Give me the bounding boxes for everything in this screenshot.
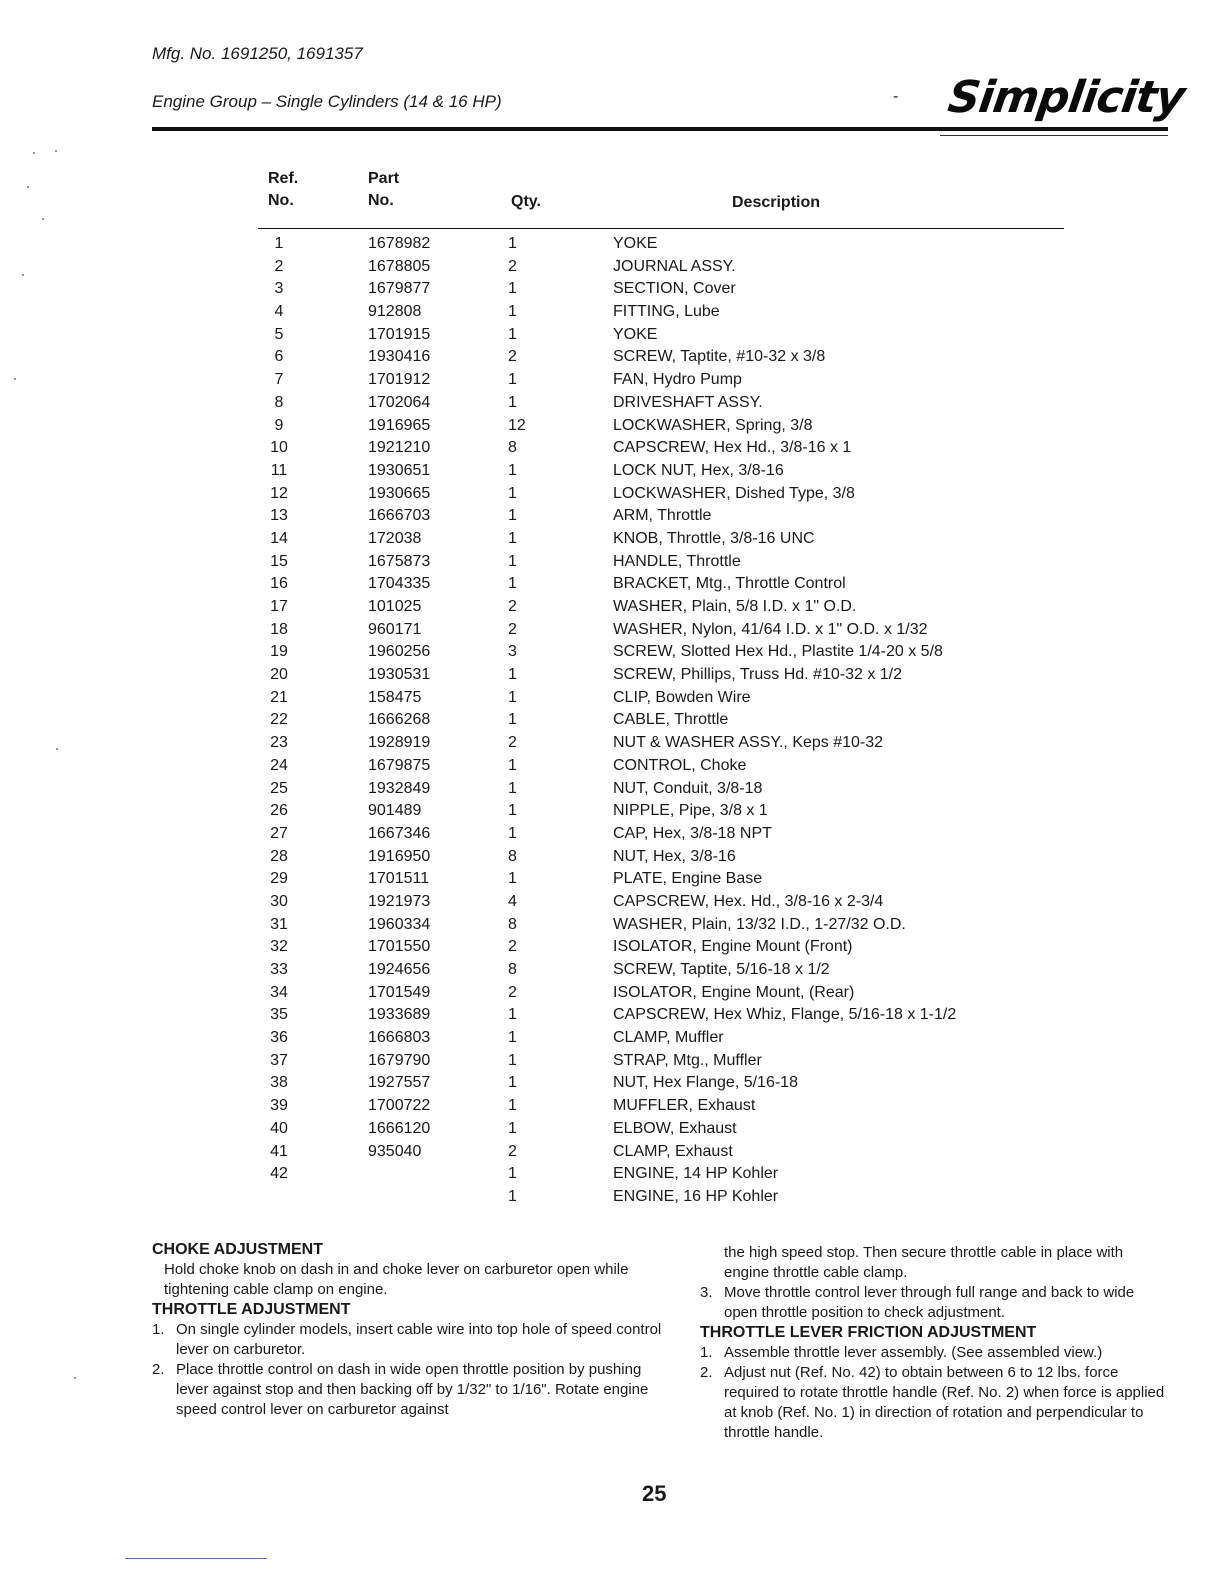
part-description: ENGINE, 16 HP Kohler	[613, 1187, 779, 1205]
parts-row	[0, 346, 1224, 369]
quantity: 1	[508, 303, 517, 321]
ref-number: 15	[270, 552, 288, 570]
part-number: 1916965	[368, 416, 431, 434]
part-number: 1960334	[368, 915, 431, 933]
part-number: 1679875	[368, 756, 431, 774]
scan-speck	[42, 218, 44, 220]
quantity: 1	[508, 529, 517, 547]
part-description: LOCK NUT, Hex, 3/8-16	[613, 461, 784, 479]
parts-row	[0, 437, 1224, 460]
part-number: 1921973	[368, 892, 431, 910]
ref-number: 8	[274, 393, 284, 411]
parts-row	[0, 233, 1224, 256]
part-number: 1678805	[368, 257, 431, 275]
part-number: 1666120	[368, 1119, 431, 1137]
column-header-ref: Ref. No.	[268, 170, 299, 209]
quantity: 1	[508, 235, 517, 252]
table-header-rule	[258, 228, 1064, 229]
part-description: NUT, Hex Flange, 5/16-18	[613, 1074, 798, 1092]
quantity: 1	[508, 688, 517, 706]
part-description: NUT, Hex, 3/8-16	[613, 847, 736, 865]
ref-number: 33	[270, 961, 288, 978]
quantity: 1	[508, 1006, 517, 1024]
ref-number: 12	[270, 484, 288, 502]
part-description: HANDLE, Throttle	[613, 552, 741, 570]
part-number: 1675873	[368, 552, 431, 570]
ref-number: 3	[274, 280, 284, 298]
parts-row	[0, 664, 1224, 687]
quantity: 2	[508, 620, 517, 638]
quantity: 2	[508, 348, 517, 366]
quantity: 4	[508, 892, 517, 910]
part-description: CLAMP, Exhaust	[613, 1142, 733, 1160]
ref-number: 27	[270, 824, 288, 842]
quantity: 8	[508, 847, 517, 865]
part-description: LOCKWASHER, Dished Type, 3/8	[613, 484, 855, 502]
quantity: 1	[508, 666, 517, 684]
parts-row	[0, 551, 1224, 574]
part-description: CLIP, Bowden Wire	[613, 688, 751, 706]
ref-number: 26	[270, 802, 288, 820]
ref-number: 28	[270, 847, 288, 865]
parts-row	[0, 755, 1224, 778]
part-number: 1701550	[368, 938, 431, 956]
column-header-qty: Qty.	[511, 193, 541, 210]
throttle-step: 2. Place throttle control on dash in wide open throttle position by pushing lever against stop and then backing off by 1/32" to 1/16". Rotate engine speed control lever on carburetor against	[152, 1361, 649, 1418]
part-description: WASHER, Plain, 5/8 I.D. x 1" O.D.	[613, 598, 857, 615]
parts-row	[0, 528, 1224, 551]
part-description: YOKE	[613, 325, 658, 343]
parts-row	[0, 959, 1224, 982]
parts-row	[0, 278, 1224, 301]
header-rule-thin	[940, 135, 1168, 136]
ref-number: 17	[270, 598, 288, 615]
part-number: 1679790	[368, 1051, 431, 1069]
part-number: 1666703	[368, 507, 431, 525]
throttle-step: 1. On single cylinder models, insert cable wire into top hole of speed control lever on carburetor.	[152, 1321, 662, 1358]
parts-row	[0, 732, 1224, 755]
part-number: 935040	[368, 1142, 422, 1160]
quantity: 1	[508, 711, 517, 729]
quantity: 1	[508, 1119, 517, 1137]
ref-number: 18	[270, 620, 288, 638]
header-dash: -	[893, 88, 899, 105]
quantity: 8	[508, 915, 517, 933]
part-description: STRAP, Mtg., Muffler	[613, 1051, 762, 1069]
column-header-part: Part No.	[368, 170, 400, 209]
parts-row	[0, 460, 1224, 483]
part-description: FAN, Hydro Pump	[613, 371, 742, 389]
scan-speck	[27, 186, 29, 188]
parts-row	[0, 1050, 1224, 1073]
parts-row	[0, 914, 1224, 937]
part-number: 960171	[368, 620, 422, 638]
part-description: SCREW, Slotted Hex Hd., Plastite 1/4-20 x 5/8	[613, 643, 943, 661]
quantity: 1	[508, 779, 517, 797]
ref-number: 35	[270, 1006, 288, 1024]
parts-row	[0, 256, 1224, 279]
quantity: 1	[508, 802, 517, 820]
ref-number: 19	[270, 643, 288, 661]
footer-rule	[125, 1558, 267, 1559]
part-number: 1927557	[368, 1074, 431, 1092]
ref-number: 6	[274, 348, 284, 366]
throttle-step: 3. Move throttle control lever through full range and back to wide open throttle position to check adjustment.	[700, 1284, 1135, 1321]
part-description: SCREW, Taptite, #10-32 x 3/8	[613, 348, 826, 366]
ref-number: 21	[270, 688, 288, 706]
part-number: 1679877	[368, 280, 431, 298]
parts-row	[0, 868, 1224, 891]
parts-row	[0, 823, 1224, 846]
quantity: 1	[508, 1097, 517, 1115]
part-number: 901489	[368, 802, 422, 820]
parts-row	[0, 573, 1224, 596]
part-number: 1930665	[368, 484, 431, 502]
scan-speck	[55, 150, 57, 152]
parts-row	[0, 1141, 1224, 1164]
ref-number: 23	[270, 734, 288, 752]
ref-number: 4	[274, 303, 284, 321]
part-number: 172038	[368, 529, 422, 547]
throttle-step-continued: the high speed stop. Then secure throttle cable in place with engine throttle cable clamp.	[724, 1244, 1124, 1281]
part-number: 1667346	[368, 824, 431, 842]
part-number: 1701912	[368, 371, 431, 389]
part-number: 101025	[368, 598, 422, 615]
parts-row	[0, 301, 1224, 324]
throttle-adjustment-heading: THROTTLE ADJUSTMENT	[152, 1301, 351, 1318]
part-number: 1678982	[368, 235, 431, 252]
quantity: 1	[508, 461, 517, 479]
ref-number: 20	[270, 666, 288, 684]
ref-number: 1	[274, 235, 284, 252]
quantity: 3	[508, 643, 517, 661]
part-number: 912808	[368, 303, 422, 321]
ref-number: 37	[270, 1051, 288, 1069]
quantity: 1	[508, 393, 517, 411]
quantity: 2	[508, 734, 517, 752]
manufacturing-numbers: Mfg. No. 1691250, 1691357	[152, 44, 363, 63]
quantity: 2	[508, 1142, 517, 1160]
part-number: 1701915	[368, 325, 431, 343]
parts-row	[0, 415, 1224, 438]
parts-row	[0, 641, 1224, 664]
ref-number: 24	[270, 756, 288, 774]
parts-row	[0, 778, 1224, 801]
ref-number: 7	[274, 371, 284, 389]
ref-number: 16	[270, 575, 288, 593]
part-description: LOCKWASHER, Spring, 3/8	[613, 416, 813, 434]
ref-number: 34	[270, 983, 288, 1001]
part-number: 1932849	[368, 779, 431, 797]
part-description: JOURNAL ASSY.	[613, 257, 736, 275]
part-number: 1666803	[368, 1029, 431, 1047]
parts-row	[0, 687, 1224, 710]
part-number: 1930416	[368, 348, 431, 366]
ref-number: 14	[270, 529, 288, 547]
part-description: WASHER, Nylon, 41/64 I.D. x 1" O.D. x 1/32	[613, 620, 928, 638]
adjustment-notes-left	[152, 1240, 662, 1420]
part-number: 1916950	[368, 847, 431, 865]
ref-number: 36	[270, 1029, 288, 1047]
part-description: CONTROL, Choke	[613, 756, 747, 774]
quantity: 1	[508, 325, 517, 343]
friction-step: 2. Adjust nut (Ref. No. 42) to obtain between 6 to 12 lbs. force required to rotate throttle handle (Ref. No. 2) when force is applied at knob (Ref. No. 1) in direction of rotation and perpendicular to throttle handle.	[700, 1364, 1165, 1441]
ref-number: 22	[270, 711, 288, 729]
part-description: FITTING, Lube	[613, 303, 720, 321]
quantity: 2	[508, 598, 517, 615]
part-description: ENGINE, 14 HP Kohler	[613, 1165, 779, 1183]
ref-number: 13	[270, 507, 288, 525]
friction-step: 1. Assemble throttle lever assembly. (See assembled view.)	[700, 1344, 1103, 1361]
scan-speck	[56, 748, 58, 750]
part-number: 1933689	[368, 1006, 431, 1024]
part-description: CAPSCREW, Hex Whiz, Flange, 5/16-18 x 1-1/2	[613, 1006, 957, 1024]
part-description: NIPPLE, Pipe, 3/8 x 1	[613, 802, 768, 820]
quantity: 1	[508, 484, 517, 502]
part-number: 1928919	[368, 734, 431, 752]
ref-number: 25	[270, 779, 288, 797]
part-number: 1702064	[368, 393, 431, 411]
quantity: 1	[508, 1074, 517, 1092]
scan-speck	[22, 274, 24, 276]
part-description: SCREW, Taptite, 5/16-18 x 1/2	[613, 961, 830, 978]
quantity: 1	[508, 756, 517, 774]
parts-row	[0, 936, 1224, 959]
part-description: KNOB, Throttle, 3/8-16 UNC	[613, 529, 815, 547]
ref-number: 39	[270, 1097, 288, 1115]
part-description: SECTION, Cover	[613, 280, 736, 298]
column-header-description: Description	[732, 194, 821, 211]
quantity: 1	[508, 575, 517, 593]
quantity: 8	[508, 961, 517, 978]
parts-row	[0, 369, 1224, 392]
parts-row	[0, 1072, 1224, 1095]
quantity: 1	[508, 1029, 517, 1047]
quantity: 2	[508, 983, 517, 1001]
ref-number: 42	[270, 1165, 288, 1183]
quantity: 1	[508, 1051, 517, 1069]
parts-row	[0, 1118, 1224, 1141]
part-description: CAPSCREW, Hex. Hd., 3/8-16 x 2-3/4	[613, 892, 884, 910]
parts-row	[0, 1186, 1224, 1209]
quantity: 2	[508, 257, 517, 275]
part-number: 158475	[368, 688, 422, 706]
parts-row	[0, 483, 1224, 506]
parts-row	[0, 1004, 1224, 1027]
scan-speck	[33, 152, 35, 154]
ref-number: 29	[270, 870, 288, 888]
ref-number: 32	[270, 938, 288, 956]
part-description: CABLE, Throttle	[613, 711, 729, 729]
parts-row	[0, 324, 1224, 347]
part-number: 1701549	[368, 983, 431, 1001]
part-description: WASHER, Plain, 13/32 I.D., 1-27/32 O.D.	[613, 915, 906, 933]
choke-adjustment-text: Hold choke knob on dash in and choke lever on carburetor open while tightening cable clamp on engine.	[164, 1261, 629, 1298]
section-title: Engine Group – Single Cylinders (14 & 16 HP)	[152, 92, 502, 111]
part-description: CAP, Hex, 3/8-18 NPT	[613, 824, 772, 842]
part-description: NUT, Conduit, 3/8-18	[613, 779, 763, 797]
parts-row	[0, 846, 1224, 869]
part-description: YOKE	[613, 235, 658, 252]
part-number: 1960256	[368, 643, 431, 661]
parts-row	[0, 392, 1224, 415]
part-number: 1924656	[368, 961, 431, 978]
part-description: SCREW, Phillips, Truss Hd. #10-32 x 1/2	[613, 666, 902, 684]
part-number: 1930651	[368, 461, 431, 479]
parts-row	[0, 709, 1224, 732]
quantity: 2	[508, 938, 517, 956]
parts-row	[0, 891, 1224, 914]
header-rule	[152, 127, 1168, 131]
part-description: MUFFLER, Exhaust	[613, 1097, 756, 1115]
quantity: 1	[508, 552, 517, 570]
part-number: 1666268	[368, 711, 431, 729]
adjustment-notes-right	[700, 1243, 1170, 1443]
ref-number: 10	[270, 439, 288, 457]
ref-number: 9	[274, 416, 284, 434]
part-number: 1701511	[368, 870, 430, 888]
ref-number: 41	[270, 1142, 288, 1160]
brand-logo: Simplicity	[945, 72, 1188, 123]
ref-number: 40	[270, 1119, 288, 1137]
parts-row	[0, 1163, 1224, 1186]
page-number: 25	[642, 1481, 667, 1506]
choke-adjustment-heading: CHOKE ADJUSTMENT	[152, 1241, 323, 1258]
parts-row	[0, 800, 1224, 823]
parts-row	[0, 1095, 1224, 1118]
quantity: 1	[508, 824, 517, 842]
quantity: 1	[508, 1165, 517, 1183]
parts-row	[0, 619, 1224, 642]
ref-number: 2	[274, 257, 284, 275]
quantity: 1	[508, 280, 517, 298]
part-description: ARM, Throttle	[613, 507, 712, 525]
ref-number: 5	[274, 325, 284, 343]
scan-speck	[14, 378, 16, 380]
part-description: ISOLATOR, Engine Mount, (Rear)	[613, 983, 855, 1001]
part-number: 1921210	[368, 439, 431, 457]
scan-speck	[74, 1377, 76, 1379]
part-description: BRACKET, Mtg., Throttle Control	[613, 575, 846, 593]
quantity: 1	[508, 507, 517, 525]
part-description: CAPSCREW, Hex Hd., 3/8-16 x 1	[613, 439, 852, 457]
ref-number: 11	[270, 461, 288, 479]
part-description: DRIVESHAFT ASSY.	[613, 393, 763, 411]
ref-number: 30	[270, 892, 288, 910]
quantity: 1	[508, 1187, 517, 1205]
parts-row	[0, 505, 1224, 528]
part-number: 1700722	[368, 1097, 431, 1115]
part-description: CLAMP, Muffler	[613, 1029, 724, 1047]
parts-list	[0, 233, 1224, 1209]
ref-number: 31	[270, 915, 288, 933]
part-description: ISOLATOR, Engine Mount (Front)	[613, 938, 853, 956]
parts-row	[0, 982, 1224, 1005]
parts-row	[0, 596, 1224, 619]
quantity: 1	[508, 870, 517, 888]
quantity: 1	[508, 371, 517, 389]
part-number: 1930531	[368, 666, 431, 684]
part-description: PLATE, Engine Base	[613, 870, 763, 888]
quantity: 12	[508, 416, 526, 434]
ref-number: 38	[270, 1074, 288, 1092]
part-description: NUT & WASHER ASSY., Keps #10-32	[613, 734, 884, 752]
part-number: 1704335	[368, 575, 431, 593]
quantity: 8	[508, 439, 517, 457]
part-description: ELBOW, Exhaust	[613, 1119, 737, 1137]
parts-row	[0, 1027, 1224, 1050]
friction-adjustment-heading: THROTTLE LEVER FRICTION ADJUSTMENT	[700, 1324, 1037, 1341]
